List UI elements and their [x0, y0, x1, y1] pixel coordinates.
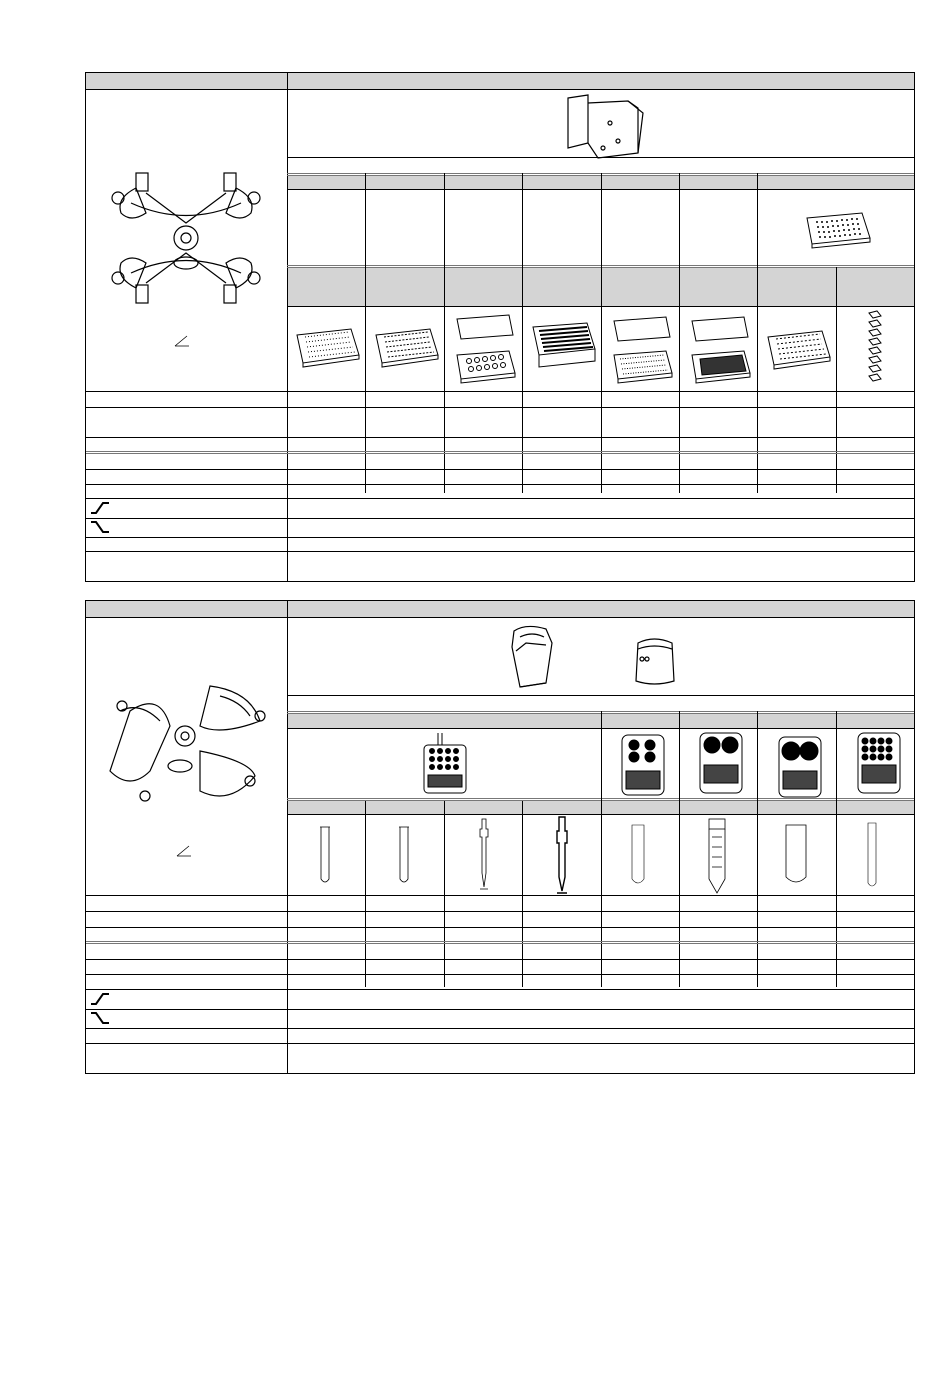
tube-4	[553, 815, 571, 895]
tube-3	[476, 817, 492, 893]
vessel-plate-1	[293, 323, 361, 368]
bucket-illustration	[506, 623, 556, 691]
vessel-plate-2	[372, 323, 440, 368]
vessel-plate-lid-24	[451, 313, 519, 385]
adapter-16-place	[420, 731, 470, 795]
ramp-down-icon	[90, 520, 110, 537]
bucket-closed-illustration	[632, 637, 678, 689]
tube-2	[397, 825, 411, 885]
rotor-illustration	[96, 168, 276, 308]
adapter-2-place	[696, 731, 746, 795]
tube-1	[318, 825, 332, 885]
plate-rotor-table	[85, 72, 915, 582]
adapter-4-place	[618, 733, 668, 797]
angle-icon	[174, 335, 190, 350]
tube-rotor-table	[85, 600, 915, 1074]
angle-icon	[176, 845, 192, 860]
vessel-plate-96	[764, 325, 832, 370]
tube-7	[784, 823, 808, 887]
ramp-up-icon	[90, 992, 110, 1009]
vessel-plate-lid-dark	[686, 315, 754, 385]
adapter-multi-place	[854, 731, 904, 795]
tube-8	[865, 821, 879, 891]
adapter-2-place-large	[775, 735, 825, 799]
plate-carrier-illustration	[558, 93, 648, 163]
plate-adapter-illustration	[802, 208, 872, 248]
vessel-pcr-strip	[861, 309, 891, 389]
tube-5	[630, 823, 646, 887]
table-header-row	[86, 601, 914, 617]
table-header-row	[86, 73, 914, 89]
vessel-deepwell	[529, 321, 599, 371]
rotor-illustration	[100, 681, 270, 811]
vessel-plate-lid-384	[608, 315, 676, 385]
tube-6	[706, 817, 728, 897]
ramp-down-icon	[90, 1011, 110, 1028]
ramp-up-icon	[90, 501, 110, 518]
